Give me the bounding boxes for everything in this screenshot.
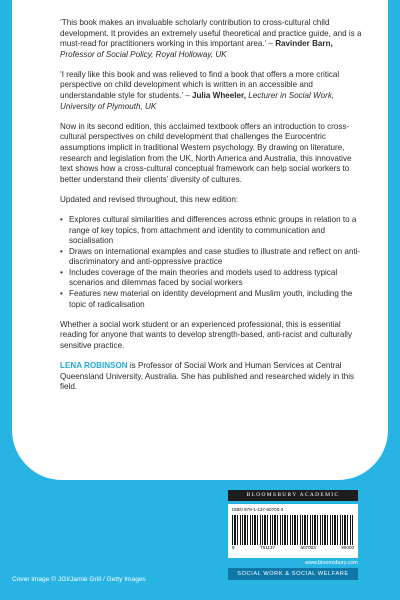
review-2-quote: ‘I really like this book and was relieved to find a book that offers a more critical perspective on child development which is written in an accessible and understandable style for students.’ [60,69,340,101]
edition-heading: Updated and revised throughout, this new edition: [60,194,239,204]
barcode-icon [232,515,354,545]
feature-item: • Includes coverage of the main theories and models used to address typical scenarios and dilemmas faced by social workers [60,268,365,289]
review-1: ‘This book makes an invaluable scholarly contribution to cross-cultural child development. It provides an extremely useful theoretical and practice guide, and is a must-read for practitioners working in this important area.’ – Ravinder Barn, Professor of Social Policy, Royal Holloway, UK [60,18,362,59]
intro-paragraph: Now in its second edition, this acclaimed textbook offers an introduction to cross-cultural perspectives on child development that challenges the Eurocentric assumptions implicit in traditional Western psychology. By drawing on literature, research and legislation from the UK, North America and Australia, this innovative text shows how a cross-cultural conceptual framework can help social workers to better understand their clients’ diversity of cultures. [60,121,352,184]
feature-list [60,215,365,310]
author-bio [60,361,365,393]
feature-item: • Features new material on identity development and Muslim youth, including the topic of radicalisation [60,289,365,310]
cover-image-credit: Cover image © JGI/Jamie Grill / Getty Images [12,576,146,583]
barcode-digits: 9 781137 607003 90000 [232,545,354,550]
barcode-box [228,504,358,558]
review-2-reviewer: Julia Wheeler, [191,91,246,101]
review-2-affiliation: Lecturer in Social Work, University of Plymouth, UK [60,91,335,111]
review-1-reviewer: Ravinder Barn, [275,39,333,49]
publisher-website: www.bloomsbury.com [304,560,358,566]
author-name: LENA ROBINSON [60,361,128,371]
publisher-logo-bar: BLOOMSBURY ACADEMIC [228,490,358,501]
review-2: ‘I really like this book and was relieved to find a book that offers a more critical perspective on child development which is written in an accessible and understandable style for students.’ – Julia Wheeler, Lecturer in Social Work, University of Plymouth, UK [60,69,340,111]
blurb-content [60,18,365,402]
review-1-affiliation: Professor of Social Policy, Royal Holloway, UK [60,49,227,59]
back-cover-text-panel [12,0,388,480]
author-bio-text: is Professor of Social Work and Human Services at Central Queensland University, Australia. She has published and researched widely in this field. [60,361,355,392]
series-label: SOCIAL WORK & SOCIAL WELFARE [228,568,358,580]
isbn-text: ISBN 978-1-137-60700-3 [232,507,284,512]
review-1-quote: ‘This book makes an invaluable scholarly contribution to cross-cultural child development. It provides an extremely useful theoretical and practice guide, and is a must-read for practitioners working in this important area.’ [60,18,362,49]
feature-item: • Draws on international examples and case studies to illustrate and reflect on anti-discriminatory and anti-oppressive practice [60,247,365,268]
audience-paragraph: Whether a social work student or an experienced professional, this is essential reading for anyone that wants to develop strength-based, anti-racist and culturally sensitive practice. [60,319,352,350]
feature-item: • Explores cultural similarities and differences across ethnic groups in relation to a range of key topics, from attachment and identity to communication and socialisation [60,215,365,247]
